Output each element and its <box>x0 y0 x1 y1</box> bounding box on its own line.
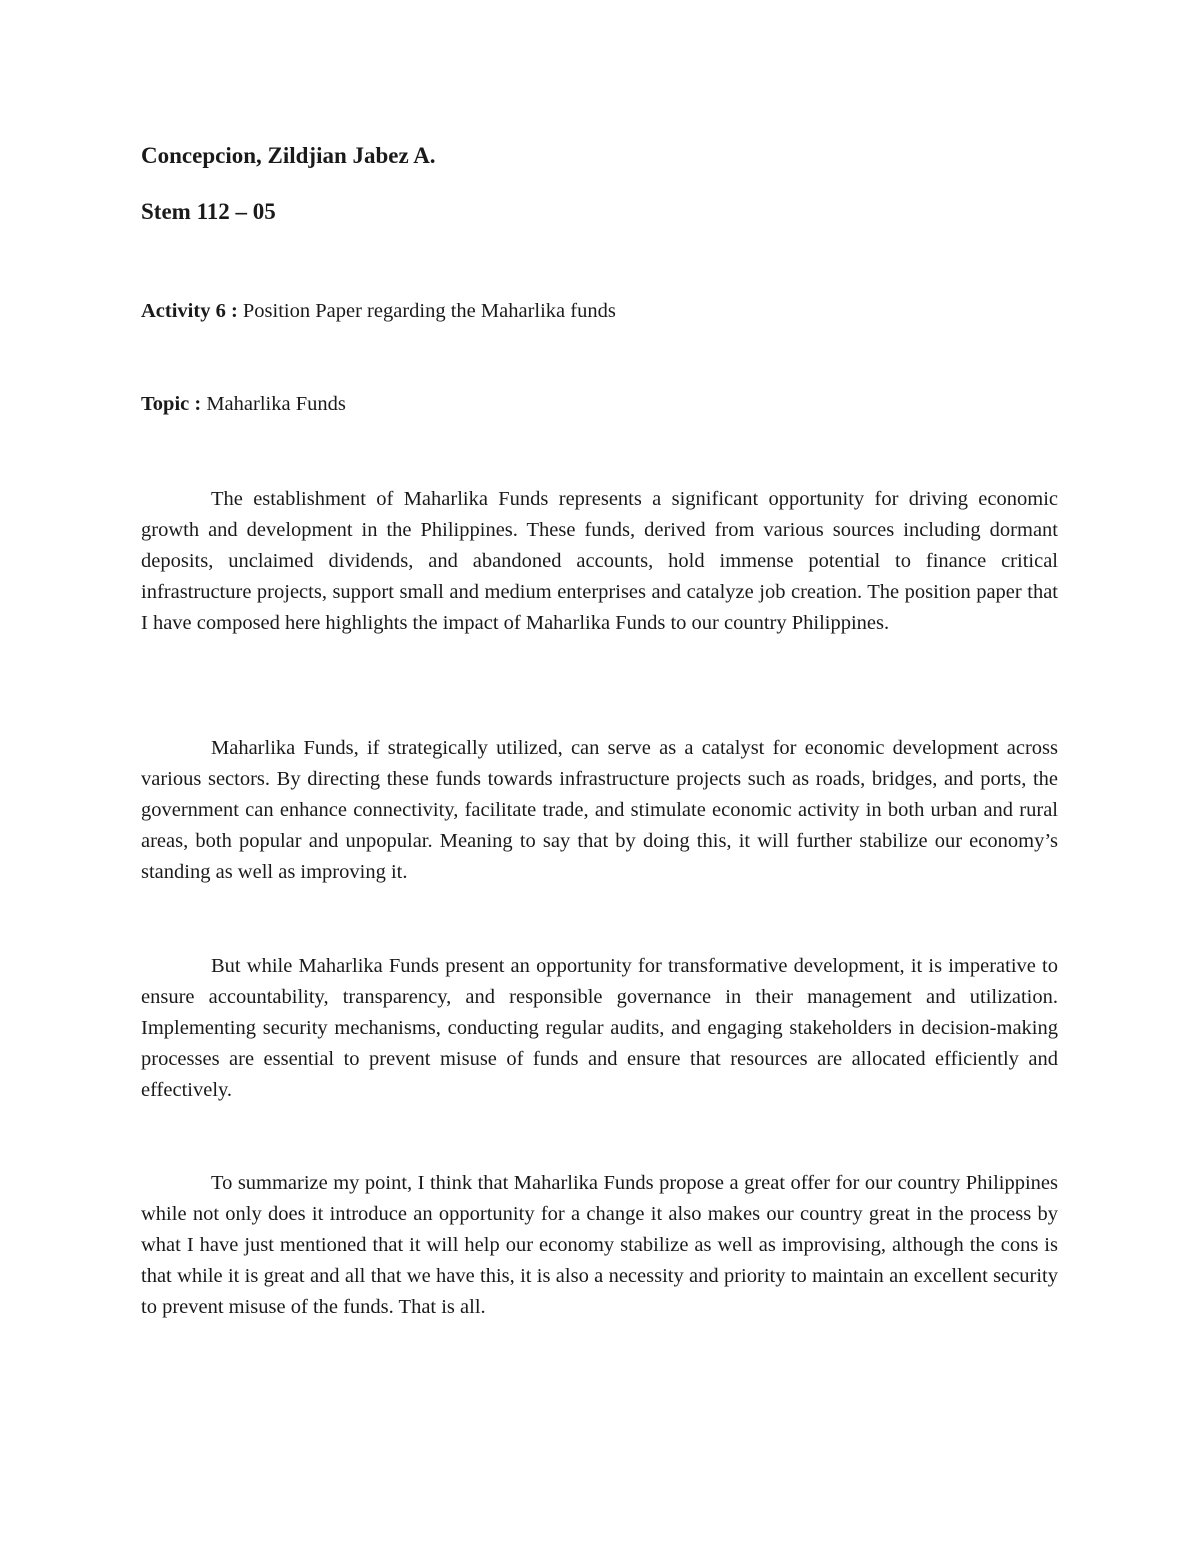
topic-line <box>141 393 346 416</box>
topic-label: Topic : <box>141 393 202 415</box>
author-name: Concepcion, Zildjian Jabez A. <box>141 143 436 168</box>
topic-text: Maharlika Funds <box>201 393 346 415</box>
class-section: Stem 112 – 05 <box>141 199 276 224</box>
paragraph-accountability: But while Maharlika Funds present an opportunity for transformative development, it is imperative to ensure accountability, transparency, and responsible governance in their management and utilization. Implementing security mechanisms, conducting regular audits, and engaging stakeholders in decision-making processes are essential to prevent misuse of funds and ensure that resources are allocated efficiently and effectively. <box>141 955 1058 1101</box>
activity-text: Position Paper regarding the Maharlika funds <box>237 300 616 322</box>
paragraph-economic-development: Maharlika Funds, if strategically utilized, can serve as a catalyst for economic development across various sectors. By directing these funds towards infrastructure projects such as roads, bridges, and ports, the government can enhance connectivity, facilitate trade, and stimulate economic activity in both urban and rural areas, both popular and unpopular. Meaning to say that by doing this, it will further stabilize our economy’s standing as well as improving it. <box>141 737 1058 883</box>
paragraph-conclusion: To summarize my point, I think that Maharlika Funds propose a great offer for our country Philippines while not only does it introduce an opportunity for a change it also makes our country great in the process by what I have just mentioned that it will help our economy stabilize as well as improvising, although the cons is that while it is great and all that we have this, it is also a necessity and priority to maintain an excellent security to prevent misuse of the funds. That is all. <box>141 1172 1058 1318</box>
activity-line <box>141 300 616 323</box>
activity-label: Activity 6 : <box>141 300 238 322</box>
paragraph-introduction: The establishment of Maharlika Funds represents a significant opportunity for driving economic growth and development in the Philippines. These funds, derived from various sources including dormant deposits, unclaimed dividends, and abandoned accounts, hold immense potential to finance critical infrastructure projects, support small and medium enterprises and catalyze job creation. The position paper that I have composed here highlights the impact of Maharlika Funds to our country Philippines. <box>141 488 1058 634</box>
